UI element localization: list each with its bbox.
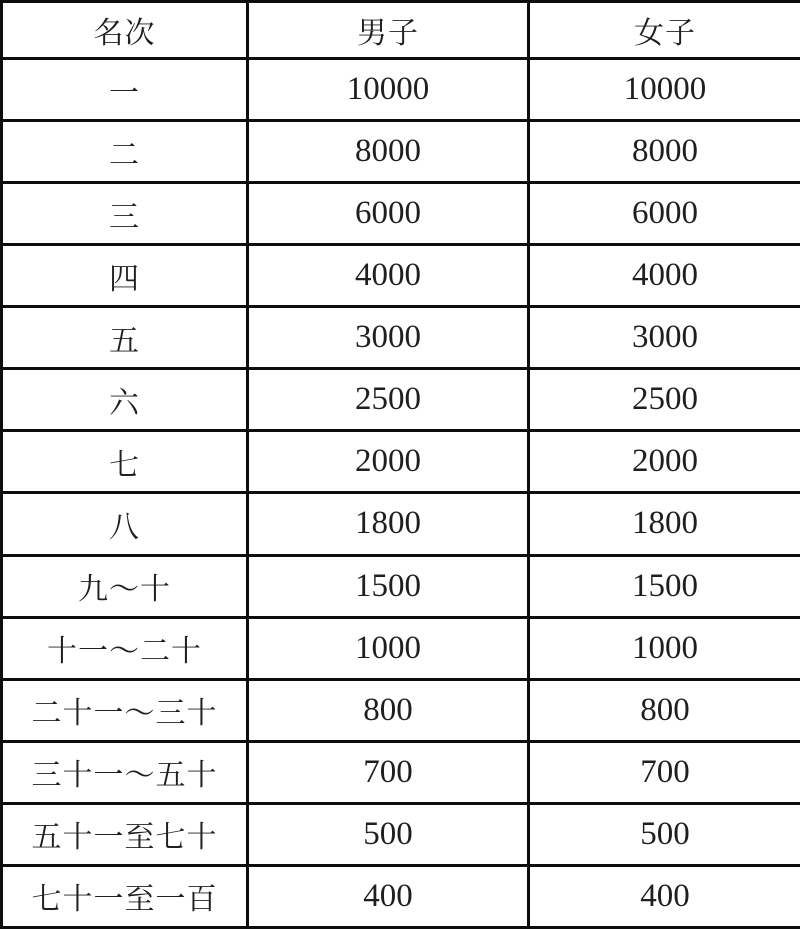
cell-women: 700 <box>529 741 800 803</box>
cell-men: 500 <box>248 803 529 865</box>
table-row <box>2 493 800 555</box>
table-row <box>2 307 800 369</box>
cell-women: 3000 <box>529 307 800 369</box>
cell-men: 3000 <box>248 307 529 369</box>
cell-rank: 二 <box>2 121 248 183</box>
cell-rank: 三 <box>2 183 248 245</box>
header-women: 女子 <box>529 2 800 59</box>
cell-men: 8000 <box>248 121 529 183</box>
cell-women: 4000 <box>529 245 800 307</box>
cell-women: 1500 <box>529 555 800 617</box>
cell-women: 10000 <box>529 59 800 121</box>
table-row <box>2 369 800 431</box>
cell-men: 10000 <box>248 59 529 121</box>
cell-rank: 七 <box>2 431 248 493</box>
table-row <box>2 617 800 679</box>
header-row <box>2 2 800 59</box>
cell-rank: 四 <box>2 245 248 307</box>
header-rank: 名次 <box>2 2 248 59</box>
cell-women: 2500 <box>529 369 800 431</box>
table-row <box>2 245 800 307</box>
cell-rank: 六 <box>2 369 248 431</box>
table-row <box>2 803 800 865</box>
cell-women: 8000 <box>529 121 800 183</box>
cell-rank: 一 <box>2 59 248 121</box>
table-row <box>2 183 800 245</box>
cell-rank: 八 <box>2 493 248 555</box>
cell-women: 2000 <box>529 431 800 493</box>
table-row <box>2 865 800 927</box>
cell-men: 6000 <box>248 183 529 245</box>
table-row <box>2 59 800 121</box>
cell-men: 4000 <box>248 245 529 307</box>
cell-women: 800 <box>529 679 800 741</box>
cell-men: 700 <box>248 741 529 803</box>
cell-rank: 五 <box>2 307 248 369</box>
cell-men: 1500 <box>248 555 529 617</box>
cell-women: 500 <box>529 803 800 865</box>
cell-women: 6000 <box>529 183 800 245</box>
cell-women: 400 <box>529 865 800 927</box>
table-row <box>2 431 800 493</box>
header-men: 男子 <box>248 2 529 59</box>
table-row <box>2 679 800 741</box>
cell-rank: 五十一至七十 <box>2 803 248 865</box>
cell-men: 2500 <box>248 369 529 431</box>
cell-men: 800 <box>248 679 529 741</box>
cell-men: 400 <box>248 865 529 927</box>
cell-women: 1000 <box>529 617 800 679</box>
cell-rank: 三十一～五十 <box>2 741 248 803</box>
cell-men: 1800 <box>248 493 529 555</box>
table-row <box>2 555 800 617</box>
cell-men: 1000 <box>248 617 529 679</box>
cell-rank: 七十一至一百 <box>2 865 248 927</box>
cell-rank: 十一～二十 <box>2 617 248 679</box>
table-row <box>2 121 800 183</box>
cell-rank: 二十一～三十 <box>2 679 248 741</box>
table-row <box>2 741 800 803</box>
cell-women: 1800 <box>529 493 800 555</box>
cell-rank: 九～十 <box>2 555 248 617</box>
cell-men: 2000 <box>248 431 529 493</box>
